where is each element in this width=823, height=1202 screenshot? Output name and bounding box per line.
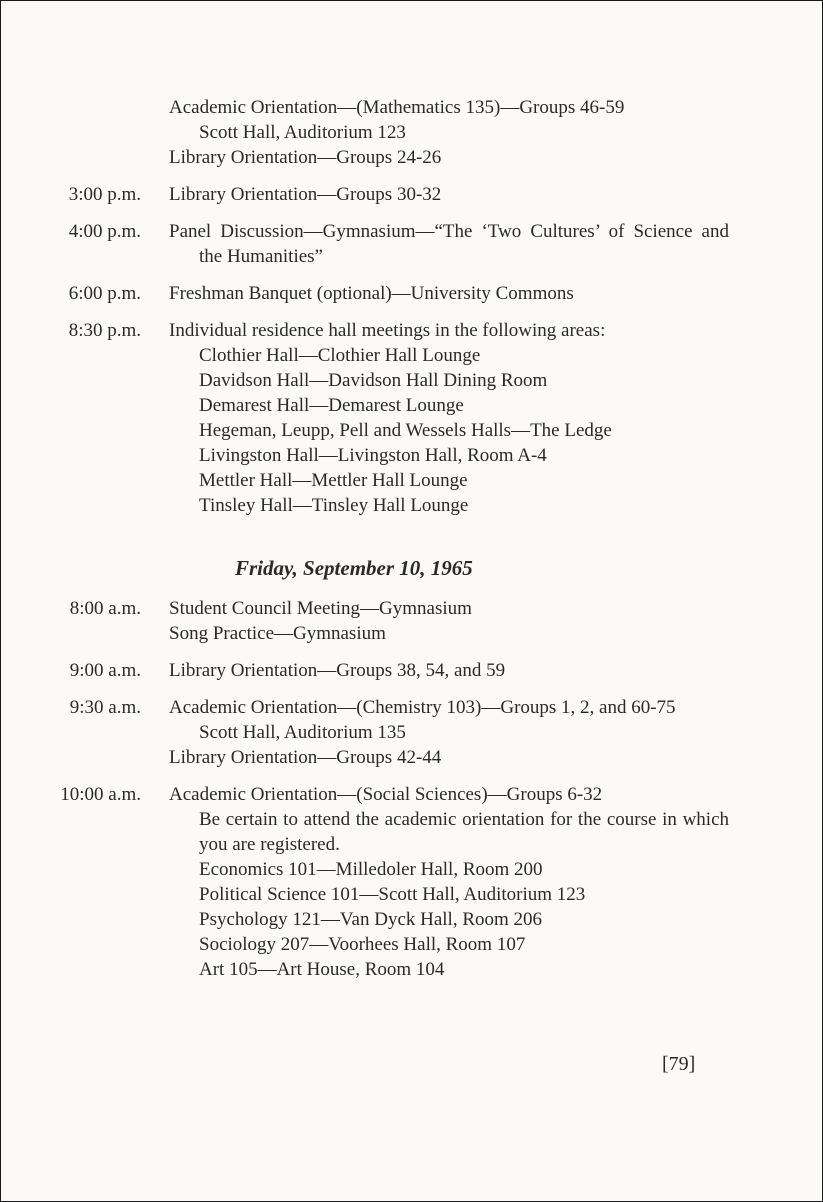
hall-item: Davidson Hall—Davidson Hall Dining Room — [199, 370, 548, 391]
entry-time: 9:00 a.m. — [69, 660, 141, 681]
entry-time: 8:00 a.m. — [69, 598, 141, 619]
schedule-entry — [1, 281, 822, 306]
entry-time: 8:30 p.m. — [68, 320, 141, 341]
course-item: Sociology 207—Voorhees Hall, Room 107 — [199, 934, 526, 955]
course-item: Art 105—Art House, Room 104 — [199, 959, 445, 980]
schedule-entry — [1, 318, 822, 518]
entry-content — [169, 782, 729, 982]
entry-line: Freshman Banquet (optional)—University Commons — [169, 283, 574, 304]
day-heading: Friday, September 10, 1965 — [235, 556, 473, 580]
entry-location: Scott Hall, Auditorium 123 — [199, 122, 406, 143]
course-item: Economics 101—Milledoler Hall, Room 200 — [199, 859, 543, 880]
schedule-entry-continued — [1, 95, 822, 170]
schedule-entry — [1, 658, 822, 683]
entry-time: 4:00 p.m. — [68, 221, 141, 242]
hall-item: Hegeman, Leupp, Pell and Wessels Halls—The Ledge — [199, 420, 612, 441]
entry-line: Academic Orientation—(Social Sciences)—Groups 6-32 — [169, 784, 603, 805]
entry-content — [169, 318, 729, 518]
hall-item: Livingston Hall—Livingston Hall, Room A-4 — [199, 445, 547, 466]
entry-time: 9:30 a.m. — [69, 697, 141, 718]
entry-content — [169, 281, 729, 306]
entry-line: Individual residence hall meetings in the following areas: — [169, 320, 606, 341]
entry-line: Song Practice—Gymnasium — [169, 623, 386, 644]
entry-line: Library Orientation—Groups 24-26 — [169, 147, 442, 168]
entry-content — [169, 95, 729, 170]
entry-content — [169, 695, 729, 770]
entry-location: Scott Hall, Auditorium 135 — [199, 722, 406, 743]
entry-time: 3:00 p.m. — [68, 184, 141, 205]
schedule-entry — [1, 219, 822, 269]
entry-content — [169, 182, 729, 207]
entry-line: Panel Discussion—Gymnasium—“The ‘Two Cultures’ of Science and the Humanities” — [169, 221, 729, 267]
schedule-entry — [1, 782, 822, 982]
entry-line: Student Council Meeting—Gymnasium — [169, 598, 472, 619]
entry-content — [169, 596, 729, 646]
hall-item: Mettler Hall—Mettler Hall Lounge — [199, 470, 468, 491]
hall-item: Demarest Hall—Demarest Lounge — [199, 395, 464, 416]
entry-line: Library Orientation—Groups 30-32 — [169, 184, 442, 205]
course-item: Political Science 101—Scott Hall, Auditorium 123 — [199, 884, 586, 905]
entry-line: Academic Orientation—(Chemistry 103)—Groups 1, 2, and 60-75 — [169, 697, 676, 718]
entry-line: Library Orientation—Groups 42-44 — [169, 747, 442, 768]
hall-item: Tinsley Hall—Tinsley Hall Lounge — [199, 495, 469, 516]
schedule-entry — [1, 596, 822, 646]
schedule — [1, 95, 822, 994]
entry-content — [169, 219, 729, 269]
entry-note: Be certain to attend the academic orientation for the course in which you are registered. — [199, 809, 729, 855]
page-number: [79] — [662, 1053, 696, 1075]
hall-item: Clothier Hall—Clothier Hall Lounge — [199, 345, 481, 366]
entry-content — [169, 658, 729, 683]
course-item: Psychology 121—Van Dyck Hall, Room 206 — [199, 909, 543, 930]
entry-line: Library Orientation—Groups 38, 54, and 59 — [169, 660, 506, 681]
entry-line: Academic Orientation—(Mathematics 135)—Groups 46-59 — [169, 97, 625, 118]
schedule-entry — [1, 182, 822, 207]
entry-time: 6:00 p.m. — [68, 283, 141, 304]
entry-time: 10:00 a.m. — [60, 784, 141, 805]
schedule-entry — [1, 695, 822, 770]
